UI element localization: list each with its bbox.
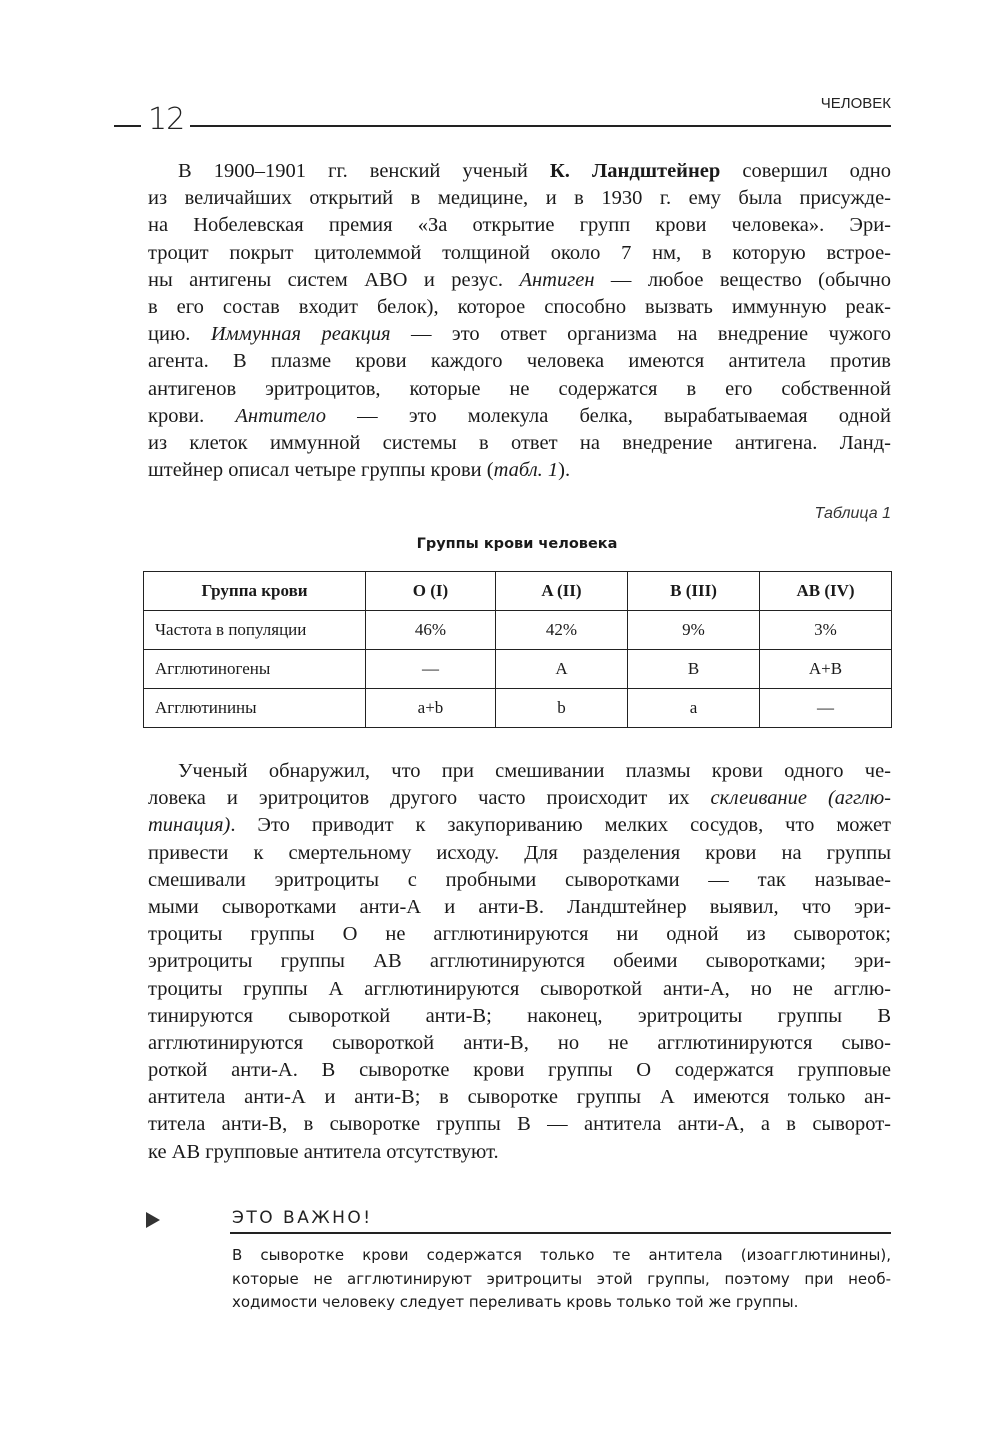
text-line [148, 1139, 891, 1166]
table-cell: — [760, 689, 892, 728]
column-header: AB (IV) [760, 572, 892, 611]
text-line [232, 1244, 891, 1268]
row-label: Частота в популяции [144, 611, 366, 650]
text-segment: из величайших открытий в медицине, и в 1930 г. ему была присужде- [148, 187, 891, 210]
text-segment: агглютинируются сывороткой анти-В, но не агглютинируются сыво- [148, 1031, 891, 1054]
column-header: B (III) [628, 572, 760, 611]
text-segment: из клеток иммунной системы в ответ на внедрение антигена. Ланд- [148, 431, 891, 454]
text-segment: ны антигены систем АВО и резус. [148, 268, 520, 291]
text-line [232, 1291, 891, 1315]
text-segment: В сыворотке крови содержатся только те антитела (изоагглютинины), [232, 1246, 891, 1264]
running-header [0, 0, 987, 140]
text-segment: ). [558, 459, 571, 482]
text-line [148, 1057, 891, 1084]
text-segment: — это молекула белка, вырабатываемая одной [326, 404, 891, 427]
text-line [148, 1003, 891, 1030]
text-line [148, 948, 891, 975]
text-segment: ходимости человеку следует переливать кровь только той же группы. [232, 1293, 799, 1311]
table-cell: 42% [496, 611, 628, 650]
text-segment: цию. [148, 323, 211, 346]
page-number: 12 [148, 102, 185, 137]
table-row [144, 650, 892, 689]
text-segment: крови. [148, 404, 236, 427]
text-segment: роткой анти-А. В сыворотке крови группы О содержатся групповые [148, 1059, 891, 1082]
text-line [148, 294, 891, 321]
column-header: Группа крови [144, 572, 366, 611]
text-segment: тинируются сывороткой анти-В; наконец, эритроциты группы В [148, 1004, 891, 1027]
italic-term: Антитело [235, 404, 326, 427]
text-segment: ловека и эритроцитов другого часто происходит их [148, 787, 711, 810]
text-line [148, 812, 891, 839]
text-segment: троциты группы О не агглютинируются ни одной из сывороток; [148, 923, 891, 946]
text-segment: — любое вещество (обычно [594, 268, 891, 291]
header-dash [114, 125, 141, 127]
text-segment: в его состав входит белок), которое способно вызвать иммунную реак- [148, 295, 891, 318]
header-rule [190, 125, 891, 127]
table-cell: a+b [366, 689, 496, 728]
text-segment: антитела анти-А и анти-В; в сыворотке группы А имеются только ан- [148, 1086, 891, 1109]
text-segment: которые не агглютинируют эритроциты этой группы, поэтому при необ- [232, 1269, 891, 1288]
text-segment: эритроциты группы АВ агглютинируются обеими сыворотками; эри- [148, 950, 891, 973]
important-rule [230, 1232, 891, 1234]
text-segment: троциты группы А агглютинируются сывороткой анти-А, но не агглю- [148, 977, 891, 1000]
important-text [232, 1244, 891, 1315]
text-segment: агента. В плазме крови каждого человека имеются антитела против [148, 350, 891, 373]
text-segment: совершил одно [720, 160, 891, 182]
text-segment: ке АВ групповые антитела отсутствуют. [148, 1140, 499, 1163]
text-segment: штейнер описал четыре группы крови ( [148, 459, 494, 482]
text-segment: Ученый обнаружил, что при смешивании плазмы крови одного че- [178, 760, 891, 782]
row-label: Агглютиногены [144, 650, 366, 689]
text-segment: привести к смертельному исходу. Для разделения крови на группы [148, 841, 891, 864]
text-segment: троцит покрыт цитолеммой толщиной около 7 нм, в которую встрое- [148, 241, 891, 264]
triangle-bullet-icon [146, 1212, 160, 1228]
table-cell: b [496, 689, 628, 728]
section-title: ЧЕЛОВЕК [820, 95, 891, 112]
text-line [148, 1111, 891, 1138]
table-cell: a [628, 689, 760, 728]
blood-groups-table [143, 571, 892, 728]
table-cell: 3% [760, 611, 892, 650]
table-cell: A+B [760, 650, 892, 689]
text-line [148, 321, 891, 348]
text-line [148, 1084, 891, 1111]
bold-text: К. Ландштейнер [549, 160, 721, 182]
text-segment: — это ответ организма на внедрение чужого [390, 323, 891, 346]
table-cell: — [366, 650, 496, 689]
text-line [148, 1030, 891, 1057]
table-title: Группы крови человека [416, 536, 618, 552]
text-line [148, 376, 891, 403]
italic-term: Антиген [519, 268, 595, 291]
text-segment: . Это приводит к закупориванию мелких сосудов, что может [230, 814, 891, 837]
text-segment: титела анти-В, в сыворотке группы В — антитела анти-А, а в сыворот- [148, 1113, 891, 1136]
table-row [144, 611, 892, 650]
text-line [148, 158, 891, 185]
text-line [148, 212, 891, 239]
important-title: ЭТО ВАЖНО! [232, 1208, 373, 1228]
text-line [148, 894, 891, 921]
text-segment: антигенов эритроцитов, которые не содержатся в его собственной [148, 377, 891, 400]
text-line [148, 758, 891, 785]
table-caption: Таблица 1 [814, 505, 891, 522]
text-line [232, 1268, 891, 1292]
paragraph-intro [148, 158, 891, 484]
row-label: Агглютинины [144, 689, 366, 728]
table-header-row [144, 572, 892, 611]
table-cell: A [496, 650, 628, 689]
text-line [148, 240, 891, 267]
text-line [148, 348, 891, 375]
text-segment: смешивали эритроциты с пробными сыворотками — так называе- [148, 868, 891, 891]
text-line [148, 867, 891, 894]
text-segment: на Нобелевская премия «За открытие групп крови человека». Эри- [148, 214, 891, 237]
text-line [148, 430, 891, 457]
text-line [148, 403, 891, 430]
column-header: A (II) [496, 572, 628, 611]
text-line [148, 185, 891, 212]
italic-term: склеивание (агглю- [710, 787, 891, 810]
column-header: O (I) [366, 572, 496, 611]
italic-term: Иммунная реакция [210, 323, 391, 346]
text-segment: В 1900–1901 гг. венский ученый [178, 160, 550, 182]
italic-term: тинация) [148, 814, 231, 837]
italic-term: табл. 1 [493, 459, 559, 482]
text-line [148, 785, 891, 812]
text-segment: мыми сыворотками анти-А и анти-В. Ландштейнер выявил, что эри- [148, 895, 891, 918]
text-line [148, 921, 891, 948]
table-cell: B [628, 650, 760, 689]
text-line [148, 267, 891, 294]
text-line [148, 840, 891, 867]
text-line [148, 457, 891, 484]
paragraph-agglutination [148, 758, 891, 1166]
table-cell: 9% [628, 611, 760, 650]
table-row [144, 689, 892, 728]
text-line [148, 976, 891, 1003]
table-cell: 46% [366, 611, 496, 650]
